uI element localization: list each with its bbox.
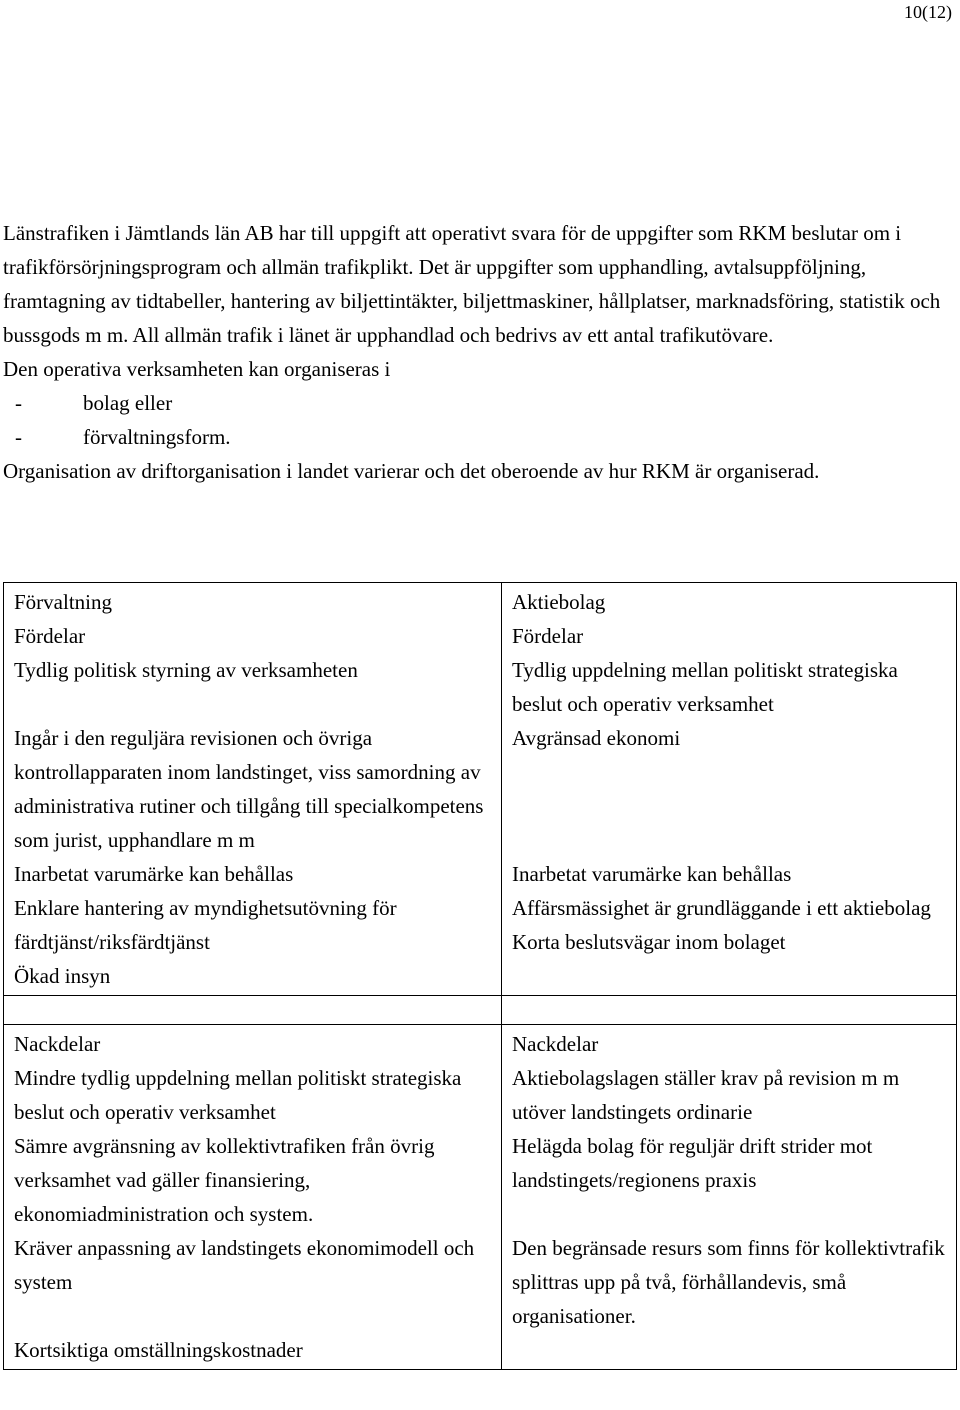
advantage-item: Tydlig uppdelning mellan politiskt strategiska beslut och operativ verksamhet	[512, 658, 898, 716]
list-item: - förvaltningsform.	[15, 425, 231, 449]
advantage-item: Affärsmässighet är grundläggande i ett aktiebolag	[512, 896, 931, 920]
page-number: 10(12)	[904, 2, 952, 22]
disadvantage-item: Den begränsade resurs som finns för kollektivtrafik splittras upp på två, förhållandevis, små organisationer.	[512, 1236, 945, 1328]
advantage-item: Enklare hantering av myndighetsutövning för färdtjänst/riksfärdtjänst	[14, 896, 397, 954]
advantage-item: Ingår i den reguljära revisionen och övriga kontrollapparaten inom landstinget, viss samordning av administrativa rutiner och tillgång till specialkompetens som jurist, upphandlare m m	[14, 726, 484, 852]
cell-forvaltning-advantages	[4, 583, 502, 996]
comparison-table	[3, 582, 957, 1370]
disadvantage-item: Kräver anpassning av landstingets ekonomimodell och system	[14, 1236, 475, 1294]
disadvantage-item: Sämre avgränsning av kollektivtrafiken från övrig verksamhet vad gäller finansiering, ekonomiadministration och system.	[14, 1134, 435, 1226]
list-item-text: bolag eller	[83, 391, 173, 415]
advantage-item: Inarbetat varumärke kan behållas	[14, 862, 294, 886]
list-item-text: förvaltningsform.	[83, 425, 231, 449]
column-title: Förvaltning	[14, 590, 112, 614]
advantage-item: Tydlig politisk styrning av verksamheten	[14, 658, 358, 682]
disadvantages-row	[4, 1025, 957, 1370]
cell-forvaltning-disadvantages	[4, 1025, 502, 1370]
disadvantage-item: Mindre tydlig uppdelning mellan politiskt strategiska beslut och operativ verksamhet	[14, 1066, 462, 1124]
disadvantages-heading: Nackdelar	[512, 1032, 599, 1056]
advantages-heading: Fördelar	[512, 624, 584, 648]
advantage-item: Avgränsad ekonomi	[512, 726, 681, 750]
advantage-item: Korta beslutsvägar inom bolaget	[512, 930, 786, 954]
disadvantages-heading: Nackdelar	[14, 1032, 101, 1056]
intro-paragraph: Organisation av driftorganisation i landet varierar och det oberoende av hur RKM är organiserad.	[3, 459, 820, 483]
table-spacer-row	[4, 996, 957, 1025]
advantage-item: Ökad insyn	[14, 964, 111, 988]
advantages-row	[4, 583, 957, 996]
disadvantage-item: Aktiebolagslagen ställer krav på revision m m utöver landstingets ordinarie	[512, 1066, 900, 1124]
advantage-item: Inarbetat varumärke kan behållas	[512, 862, 792, 886]
intro-section	[3, 216, 953, 488]
column-title: Aktiebolag	[512, 590, 606, 614]
intro-paragraph: Den operativa verksamheten kan organiseras i	[3, 357, 391, 381]
disadvantage-item: Helägda bolag för reguljär drift strider mot landstingets/regionens praxis	[512, 1134, 873, 1192]
intro-paragraph: Länstrafiken i Jämtlands län AB har till uppgift att operativt svara för de uppgifter som RKM beslutar om i trafikförsörjningsprogram och allmän trafikplikt. Det är uppgifter som upphandling, avtalsuppföljning, framtagning av tidtabeller, hantering av biljettintäkter, biljettmaskiner, hållplatser, marknadsföring, statistik och bussgods m m. All allmän trafik i länet är upphandlad och bedrivs av ett antal trafikutövare.	[3, 221, 941, 347]
disadvantage-item: Kortsiktiga omställningskostnader	[14, 1338, 303, 1362]
list-item: - bolag eller	[15, 391, 173, 415]
cell-aktiebolag-advantages	[502, 583, 957, 996]
cell-aktiebolag-disadvantages	[502, 1025, 957, 1370]
advantages-heading: Fördelar	[14, 624, 86, 648]
